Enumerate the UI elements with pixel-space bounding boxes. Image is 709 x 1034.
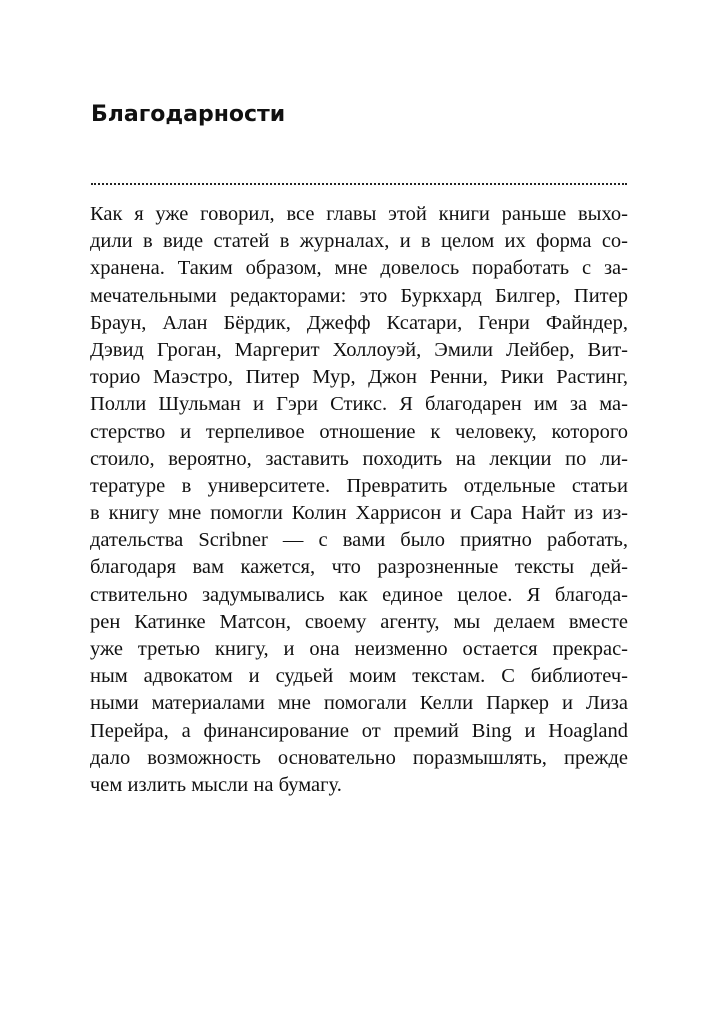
text-line: Полли Шульман и Гэри Стикс. Я благодарен им за ма-	[90, 393, 628, 416]
text-line: дало возможность основательно поразмышлять, прежде	[90, 746, 628, 769]
text-line: Как я уже говорил, все главы этой книги раньше выхо-	[90, 203, 628, 225]
body-paragraph	[90, 201, 628, 799]
text-line: уже третью книгу, и она неизменно остается прекрас-	[90, 638, 628, 660]
dotted-divider	[91, 183, 627, 185]
text-line: ным адвокатом и судьей моим текстам. С библиотеч-	[90, 665, 628, 688]
text-line: благодаря вам кажется, что разрозненные тексты дей-	[90, 556, 628, 579]
text-line: тературе в университете. Превратить отдельные статьи	[90, 474, 628, 497]
text-line: чем излить мысли на бумагу.	[90, 773, 342, 796]
text-line: рен Катинке Матсон, своему агенту, мы делаем вместе	[90, 610, 628, 633]
text-line: ными материалами мне помогали Келли Паркер и Лиза	[90, 692, 628, 715]
text-line: ствительно задумывались как единое целое. Я благода-	[90, 583, 628, 606]
text-line: Браун, Алан Бёрдик, Джефф Ксатари, Генри Файндер,	[90, 311, 628, 334]
page-title: Благодарности	[91, 102, 286, 127]
text-line: дили в виде статей в журналах, и в целом их форма со-	[90, 230, 628, 253]
text-line: стерство и терпеливое отношение к человеку, которого	[90, 420, 628, 443]
text-line: Дэвид Гроган, Маргерит Холлоуэй, Эмили Лейбер, Вит-	[90, 338, 628, 361]
text-line: дательства Scribner — с вами было приятно работать,	[90, 529, 628, 552]
text-line: стоило, вероятно, заставить походить на лекции по ли-	[90, 447, 628, 470]
text-line: в книгу мне помогли Колин Харрисон и Сара Найт из из-	[90, 502, 628, 525]
text-line: мечательными редакторами: это Буркхард Билгер, Питер	[90, 284, 628, 307]
text-line: Перейра, а финансирование от премий Bing и Hoagland	[90, 719, 628, 742]
text-line: хранена. Таким образом, мне довелось поработать с за-	[90, 257, 628, 280]
text-line: торио Маэстро, Питер Мур, Джон Ренни, Рики Растинг,	[90, 366, 628, 389]
